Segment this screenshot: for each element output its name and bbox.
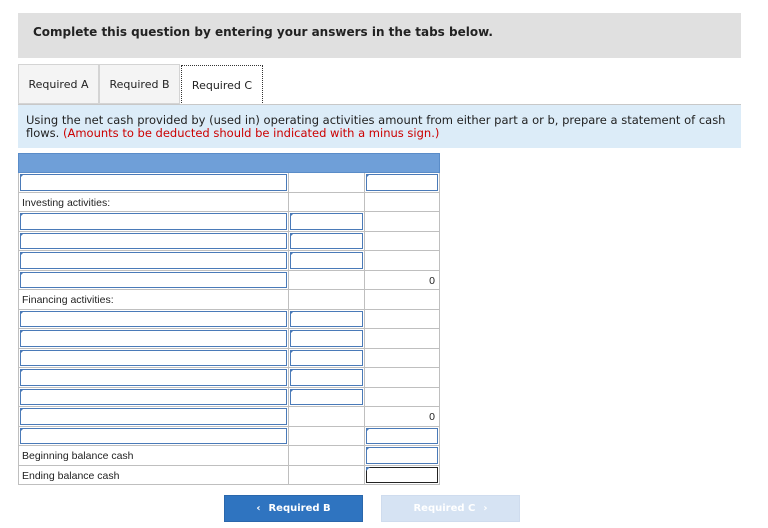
description-input[interactable]: [20, 213, 287, 230]
prev-required-b-button[interactable]: [224, 495, 363, 522]
table-row: [18, 407, 440, 427]
description-input[interactable]: [20, 272, 287, 289]
table-row: [18, 349, 440, 369]
table-row: [18, 271, 440, 291]
table-row: [18, 251, 440, 271]
amount-input[interactable]: [290, 233, 363, 250]
tab-label: Required A: [28, 77, 89, 91]
description-input[interactable]: [20, 174, 287, 191]
amount-input[interactable]: [290, 389, 363, 406]
tab-required-c[interactable]: [181, 65, 263, 105]
tab-required-b[interactable]: [99, 64, 180, 104]
amount-input[interactable]: [290, 350, 363, 367]
amount-input[interactable]: [366, 428, 438, 445]
description-input[interactable]: [20, 350, 287, 367]
instructions-panel: [18, 105, 741, 148]
description-input[interactable]: [20, 428, 287, 445]
tab-label: Required B: [109, 77, 170, 91]
question-header: [18, 13, 741, 58]
amount-input[interactable]: [290, 330, 363, 347]
table-row: [18, 173, 440, 193]
prev-button-label: Required B: [268, 503, 331, 514]
table-row: [18, 290, 440, 310]
investing-activities-label: Investing activities:: [22, 196, 111, 209]
tab-label: Required C: [191, 79, 253, 92]
cash-flow-statement-table: [18, 153, 440, 485]
ending-balance-label: Ending balance cash: [22, 469, 120, 482]
table-row: [18, 310, 440, 330]
instructions-note: (Amounts to be deducted should be indicated with a minus sign.): [63, 126, 440, 140]
description-input[interactable]: [20, 369, 287, 386]
description-input[interactable]: [20, 311, 287, 328]
table-row: [18, 232, 440, 252]
table-header: [18, 153, 440, 173]
description-input[interactable]: [20, 408, 287, 425]
amount-input[interactable]: [290, 252, 363, 269]
table-row: [18, 446, 440, 466]
amount-input[interactable]: [290, 213, 363, 230]
beginning-balance-label: Beginning balance cash: [22, 450, 134, 462]
tab-required-a[interactable]: [18, 64, 99, 104]
table-row: [18, 466, 440, 486]
next-required-c-button[interactable]: [381, 495, 520, 522]
description-input[interactable]: [20, 330, 287, 347]
beginning-balance-input[interactable]: [366, 447, 438, 464]
ending-balance-input[interactable]: [366, 467, 438, 484]
instructions-text: Using the net cash provided by (used in) operating activities amount from either part a or b, prepare a statement of cash flows.: [26, 113, 726, 140]
next-button-label: Required C: [413, 503, 476, 514]
table-row: [18, 193, 440, 213]
amount-input[interactable]: [290, 369, 363, 386]
description-input[interactable]: [20, 233, 287, 250]
chevron-right-icon: ›: [483, 503, 488, 514]
description-input[interactable]: [20, 389, 287, 406]
table-row: [18, 368, 440, 388]
table-row: [18, 212, 440, 232]
amount-input[interactable]: [366, 174, 438, 191]
chevron-left-icon: ‹: [256, 503, 261, 514]
table-row: [18, 388, 440, 408]
question-title: Complete this question by entering your answers in the tabs below.: [33, 25, 493, 39]
table-row: [18, 329, 440, 349]
financing-activities-label: Financing activities:: [22, 294, 114, 306]
table-row: [18, 427, 440, 447]
financing-total-value: 0: [429, 411, 435, 423]
investing-total-value: 0: [429, 274, 435, 287]
amount-input[interactable]: [290, 311, 363, 328]
description-input[interactable]: [20, 252, 287, 269]
